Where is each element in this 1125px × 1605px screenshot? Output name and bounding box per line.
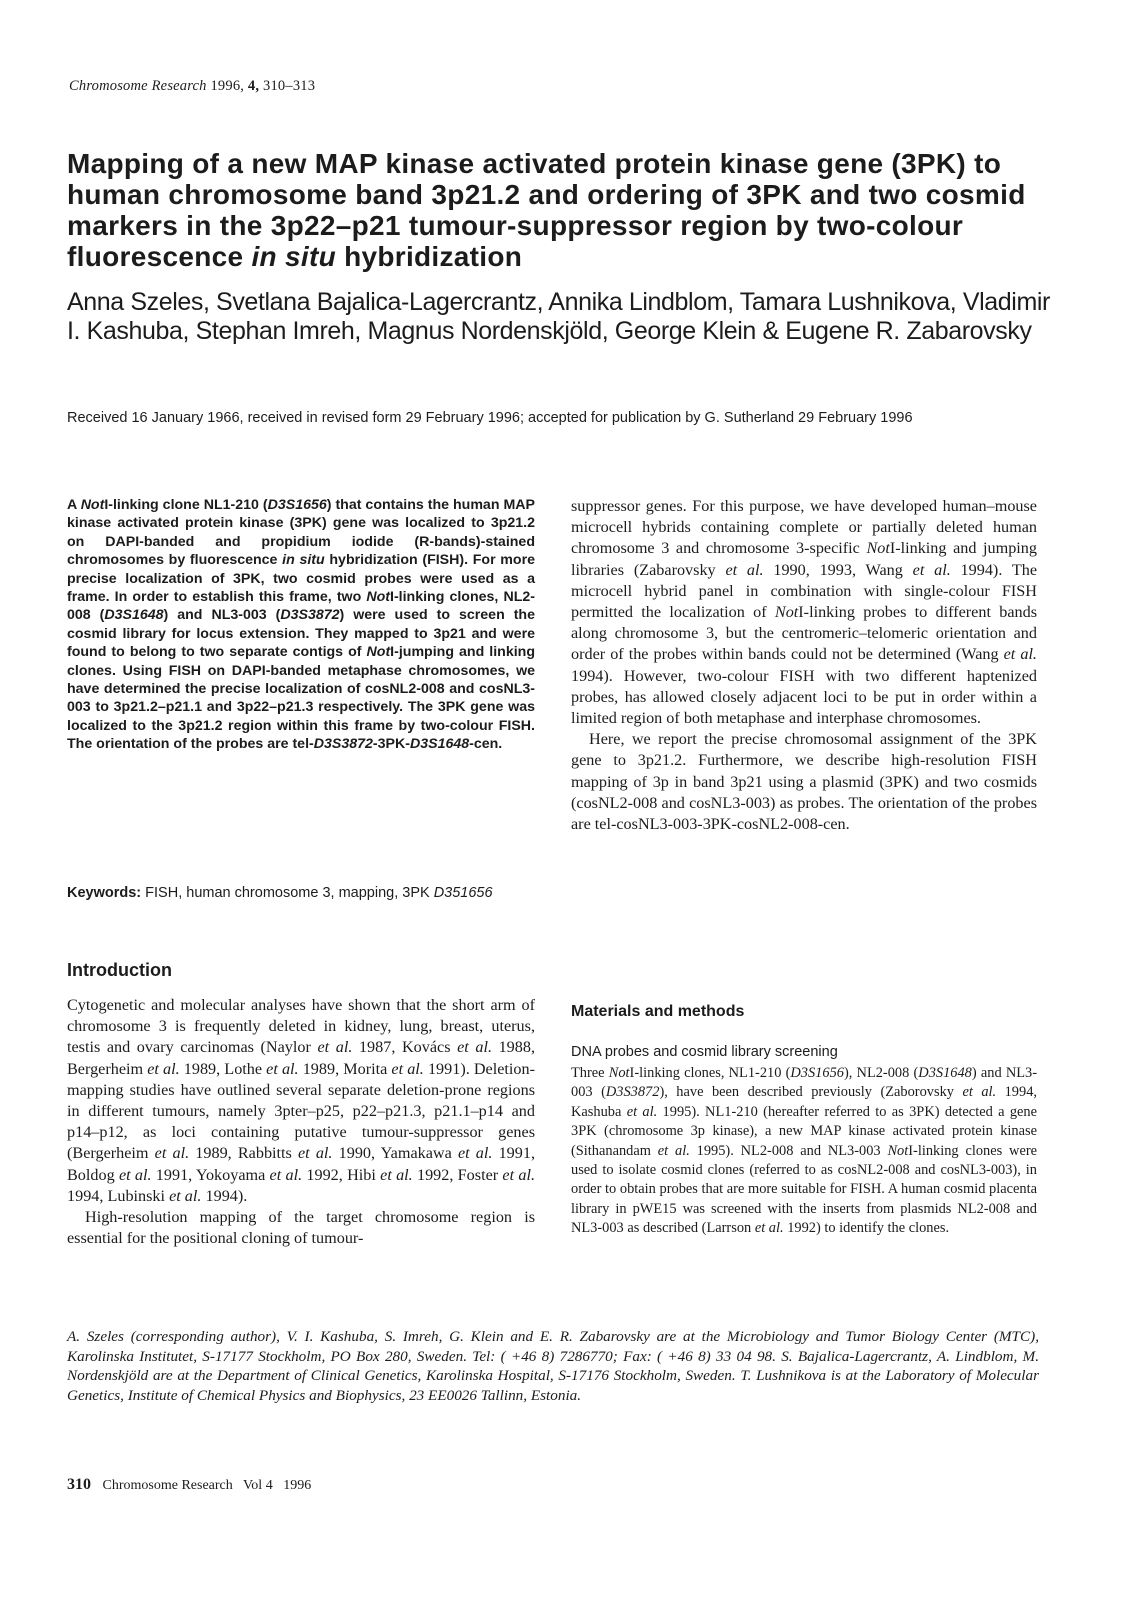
methods-subheading: DNA probes and cosmid library screening: [571, 1044, 838, 1060]
right-column-body: [571, 496, 1037, 835]
author-list: Anna Szeles, Svetlana Bajalica-Lagercrantz, Annika Lindblom, Tamara Lushnikova, Vladimir I. Kashuba, Stephan Imreh, Magnus Nordenskjöld, George Klein & Eugene R. Zabarovsky: [67, 288, 1050, 345]
footer-journal: Chromosome Research Vol 4 1996: [102, 1478, 312, 1493]
right-paragraph-2: Here, we report the precise chromosomal assignment of the 3PK gene to 3p21.2. Furthermore, we describe high-resolution FISH mapping of 3p in band 3p21 using a plasmid (3PK) and two cosmids (cosNL2-008 and cosNL3-003) as probes. The orientation of the probes are tel-cosNL3-003-3PK-cosNL2-008-cen.: [571, 730, 1037, 834]
received-dates: Received 16 January 1966, received in revised form 29 February 1996; accepted for publication by G. Sutherland 29 February 1996: [67, 410, 913, 426]
journal-year: 1996,: [210, 78, 245, 94]
right-paragraph-1: suppressor genes. For this purpose, we have developed human–mouse microcell hybrids containing complete or partially deleted human chromosome 3 and chromosome 3-specific NotI-linking and jumping libraries (Zabarovsky et al. 1990, 1993, Wang et al. 1994). The microcell hybrid panel in combination with single-colour FISH permitted the localization of NotI-linking probes to different bands along chromosome 3, but the centromeric–telomeric orientation and order of the probes within bands could not be determined (Wang et al. 1994). However, two-colour FISH with two different haptenized probes, has allowed closely adjacent loci to be put in order within a limited region of both metaphase and interphase chromosomes.: [571, 497, 1038, 728]
article-title: Mapping of a new MAP kinase activated protein kinase gene (3PK) to human chromosome band 3p21.2 and ordering of 3PK and two cosmid markers in the 3p22–p21 tumour-suppressor region by two-colour fluorescence in situ hybridization: [67, 148, 1026, 272]
running-head: [69, 78, 315, 95]
journal-volume: 4,: [247, 78, 260, 94]
page-number: 310: [67, 1476, 91, 1493]
keywords: Keywords: FISH, human chromosome 3, mapping, 3PK D351656: [67, 885, 493, 901]
journal-name: Chromosome Research: [69, 78, 207, 94]
introduction-paragraph-2: High-resolution mapping of the target chromosome region is essential for the positional cloning of tumour-: [67, 1208, 535, 1248]
keywords-label: Keywords:: [67, 885, 142, 901]
introduction-paragraph-1: Cytogenetic and molecular analyses have shown that the short arm of chromosome 3 is frequently deleted in kidney, lung, breast, uterus, testis and ovary carcinomas (Naylor et al. 1987, Kovács et al. 1988, Bergerheim et al. 1989, Lothe et al. 1989, Morita et al. 1991). Deletion-mapping studies have outlined several separate deletion-prone regions in different tumours, namely 3pter–p25, p22–p21.3, p21.1–p14 and p14–p12, as loci containing putative tumour-suppressor genes (Bergerheim et al. 1989, Rabbitts et al. 1990, Yamakawa et al. 1991, Boldog et al. 1991, Yokoyama et al. 1992, Hibi et al. 1992, Foster et al. 1994, Lubinski et al. 1994).: [67, 996, 536, 1205]
journal-pages: 310–313: [263, 78, 316, 94]
methods-heading: Materials and methods: [571, 1003, 745, 1020]
affiliations-footnote: A. Szeles (corresponding author), V. I. Kashuba, S. Imreh, G. Klein and E. R. Zabarovsky are at the Microbiology and Tumor Biology Center (MTC), Karolinska Institutet, S-17177 Stockholm, PO Box 280, Sweden. Tel: ( +46 8) 7286770; Fax: ( +46 8) 33 04 98. S. Bajalica-Lagercrantz, A. Lindblom, M. Nordenskjöld are at the Department of Clinical Genetics, Karolinska Hospital, S-17176 Stockholm, Sweden. T. Lushnikova is at the Laboratory of Molecular Genetics, Institute of Chemical Physics and Biophysics, 23 EE0026 Tallinn, Estonia.: [67, 1328, 1039, 1404]
methods-body: Three NotI-linking clones, NL1-210 (D3S1656), NL2-008 (D3S1648) and NL3-003 (D3S3872), have been described previously (Zaborovsky et al. 1994, Kashuba et al. 1995). NL1-210 (hereafter referred to as 3PK) detected a gene 3PK (chromosome 3p kinase), a new MAP kinase activated protein kinase (Sithanandam et al. 1995). NL2-008 and NL3-003 NotI-linking clones were used to isolate cosmid clones (referred to as cosNL2-008 and cosNL3-003), in order to obtain probes that are more suitable for FISH. A human cosmid placenta library in pWE15 was screened with the inserts from plasmids NL2-008 and NL3-003 as described (Larrson et al. 1992) to identify the clones.: [571, 1065, 1038, 1237]
abstract: A NotI-linking clone NL1-210 (D3S1656) that contains the human MAP kinase activated protein kinase (3PK) gene was localized to 3p21.2 on DAPI-banded and propidium iodide (R-bands)-stained chromosomes by fluorescence in situ hybridization (FISH). For more precise localization of 3PK, two cosmid probes were used as a frame. In order to establish this frame, two NotI-linking clones, NL2-008 (D3S1648) and NL3-003 (D3S3872) were used to screen the cosmid library for locus extension. They mapped to 3p21 and were found to belong to two separate contigs of NotI-jumping and linking clones. Using FISH on DAPI-banded metaphase chromosomes, we have determined the precise localization of cosNL2-008 and cosNL3-003 to 3p21.2–p21.1 and 3p22–p21.3 respectively. The 3PK gene was localized to the 3p21.2 region within this frame by two-colour FISH. The orientation of the probes are tel-D3S3872-3PK-D3S1648-cen.: [67, 497, 535, 753]
introduction-body: [67, 995, 535, 1249]
page-footer: [67, 1476, 311, 1494]
introduction-heading: Introduction: [67, 960, 172, 980]
